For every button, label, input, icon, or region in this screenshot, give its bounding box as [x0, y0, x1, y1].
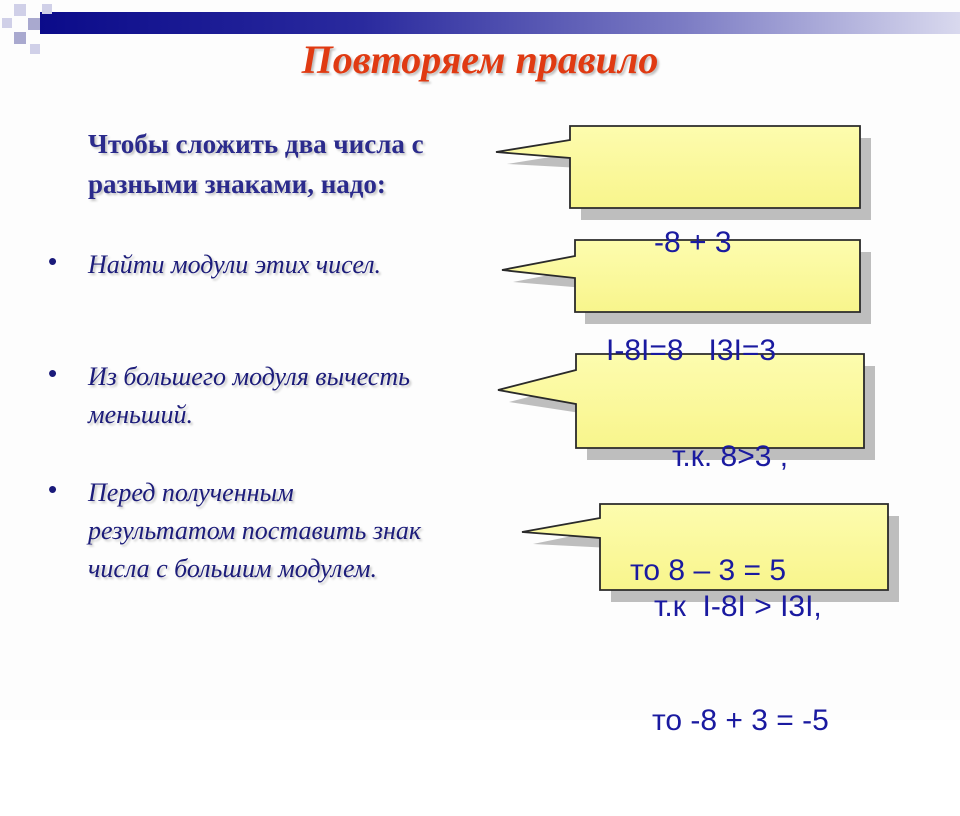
- callout-line: то 8 – 3 = 5: [630, 554, 787, 587]
- callout-line: т.к I-8I > I3I,: [654, 590, 822, 623]
- step-line: Найти модули этих чисел.: [88, 250, 382, 279]
- step-line: меньший.: [88, 400, 193, 429]
- bullet-marker: •: [48, 246, 58, 276]
- slide-title: Повторяем правило: [301, 37, 659, 82]
- rule-intro-line: разными знаками, надо:: [88, 169, 386, 199]
- callout-4-text: [652, 512, 829, 816]
- callout-line: -8 + 3: [654, 226, 732, 259]
- step-line: результатом поставить знак: [88, 516, 422, 545]
- rule-intro-line: Чтобы сложить два числа с: [88, 129, 424, 159]
- callout-line: т.к. 8>3 ,: [672, 440, 789, 473]
- step-line: числа с большим модулем.: [88, 554, 377, 583]
- step-line: Из большего модуля вычесть: [88, 362, 410, 391]
- step-line: Перед полученным: [88, 478, 294, 507]
- bullet-marker: •: [48, 474, 58, 504]
- callout-line: то -8 + 3 = -5: [652, 704, 829, 737]
- bullet-marker: •: [48, 358, 58, 388]
- callout-line: I-8I=8 I3I=3: [606, 334, 777, 367]
